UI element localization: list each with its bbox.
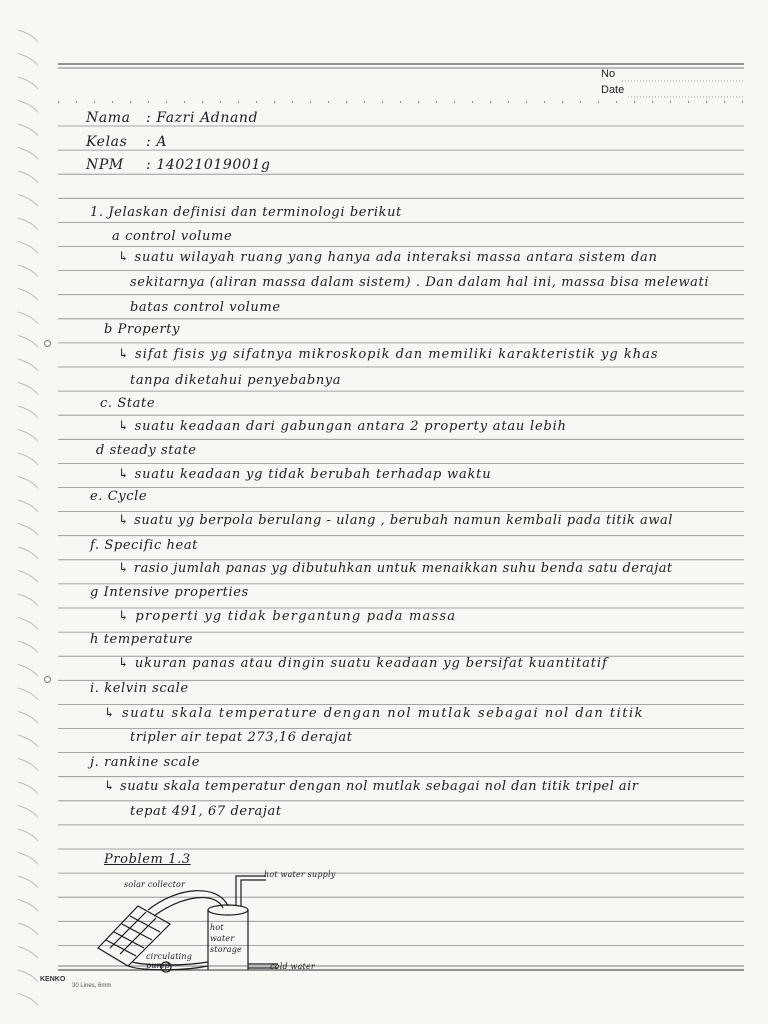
item-key: j. rankine scale: [90, 755, 201, 770]
binding-curl: [18, 477, 38, 489]
item-line: ↳ ukuran panas atau dingin suatu keadaan yg bersifat kuantitatif: [118, 656, 608, 671]
item-key: c. State: [100, 396, 156, 411]
binding-curl: [18, 524, 38, 536]
binding-curl: [18, 970, 38, 982]
binding-curl: [18, 54, 38, 66]
binding-curl: [18, 735, 38, 747]
item-line: ↳ suatu skala temperature dengan nol mutlak sebagai nol dan titik: [104, 706, 645, 721]
item-line: ↳ suatu yg berpola berulang - ulang , berubah namun kembali pada titik awal: [118, 513, 674, 528]
no-label: No: [601, 68, 616, 80]
kelas-label: Kelas: [86, 134, 128, 150]
binding-curl: [18, 171, 38, 183]
problem-heading: Problem 1.3: [104, 852, 191, 867]
item-line: tripler air tepat 273,16 derajat: [130, 730, 353, 745]
binder-hole: [44, 676, 51, 683]
binding-curl: [18, 242, 38, 254]
binding-curl: [18, 77, 38, 89]
item-key: b Property: [104, 322, 181, 337]
item-line: batas control volume: [130, 300, 281, 315]
item-key: h temperature: [90, 632, 194, 647]
item-line: ↳ properti yg tidak bergantung pada massa: [118, 609, 457, 624]
binding-curl: [18, 853, 38, 865]
item-line: ↳ suatu keadaan dari gabungan antara 2 property atau lebih: [118, 419, 567, 434]
binding-curl: [18, 641, 38, 653]
label-hot-water-supply: hot water supply: [264, 870, 336, 879]
item-line: ↳ suatu skala temperatur dengan nol mutlak sebagai nol dan titik tripel air: [104, 779, 639, 794]
question-title: 1. Jelaskan definisi dan terminologi berikut: [90, 205, 402, 220]
binding-curl: [18, 124, 38, 136]
binding-curl: [18, 900, 38, 912]
binding-curl: [18, 312, 38, 324]
item-line: tanpa diketahui penyebabnya: [130, 373, 342, 388]
binding-curl: [18, 430, 38, 442]
binding-curl: [18, 571, 38, 583]
item-key: i. kelvin scale: [90, 681, 189, 696]
binder-hole: [44, 340, 51, 347]
date-label: Date: [601, 84, 625, 96]
nama-value: : Fazri Adnand: [146, 110, 259, 126]
item-key: g Intensive properties: [90, 585, 249, 600]
binding-curl: [18, 947, 38, 959]
binding-curl: [18, 101, 38, 113]
binding-curl: [18, 688, 38, 700]
npm-value: : 14021019001g: [146, 157, 271, 173]
brand-subtitle: 30 Lines, 6mm: [72, 983, 112, 989]
binding-curl: [18, 923, 38, 935]
binding-curl: [18, 265, 38, 277]
binding-curl: [18, 453, 38, 465]
binding-curl: [18, 218, 38, 230]
binding-curl: [18, 759, 38, 771]
item-line: ↳ rasio jumlah panas yg dibutuhkan untuk menaikkan suhu benda satu derajat: [118, 561, 673, 576]
binding-curl: [18, 359, 38, 371]
binding-curl: [18, 594, 38, 606]
binding-curl: [18, 829, 38, 841]
binding-curl: [18, 500, 38, 512]
item-line: ↳ suatu wilayah ruang yang hanya ada interaksi massa antara sistem dan: [118, 250, 658, 265]
item-key: f. Specific heat: [90, 538, 198, 553]
item-line: ↳ sifat fisis yg sifatnya mikroskopik dan memiliki karakteristik yg khas: [118, 347, 659, 362]
binding-curl: [18, 782, 38, 794]
binding-curl: [18, 148, 38, 160]
binding-curl: [18, 289, 38, 301]
binding-curl: [18, 30, 38, 42]
binding-curl: [18, 712, 38, 724]
label-solar-collector: solar collector: [124, 880, 186, 889]
binding-curl: [18, 547, 38, 559]
item-key: e. Cycle: [90, 489, 148, 504]
item-key: d steady state: [96, 443, 197, 458]
item-key: a control volume: [112, 229, 233, 244]
binding-curl: [18, 383, 38, 395]
kelas-value: : A: [146, 134, 168, 150]
label-tank: hot water storage: [210, 923, 242, 954]
npm-label: NPM: [86, 157, 124, 173]
nama-label: Nama: [86, 110, 131, 126]
label-circulating-pump: circulating pump: [146, 952, 193, 970]
binding-curl: [18, 195, 38, 207]
item-line: sekitarnya (aliran massa dalam sistem) . Dan dalam hal ini, massa bisa melewati: [130, 275, 710, 290]
brand-logo: KENKO: [40, 976, 66, 983]
binding-curl: [18, 406, 38, 418]
item-line: ↳ suatu keadaan yg tidak berubah terhadap waktu: [118, 467, 492, 482]
binding-curl: [18, 994, 38, 1006]
binding-curl: [18, 618, 38, 630]
binding-curl: [18, 336, 38, 348]
item-line: tepat 491, 67 derajat: [130, 804, 282, 819]
binding-curl: [18, 665, 38, 677]
label-cold-water: cold water: [270, 962, 315, 971]
binding-curl: [18, 876, 38, 888]
binding-curl: [18, 806, 38, 818]
